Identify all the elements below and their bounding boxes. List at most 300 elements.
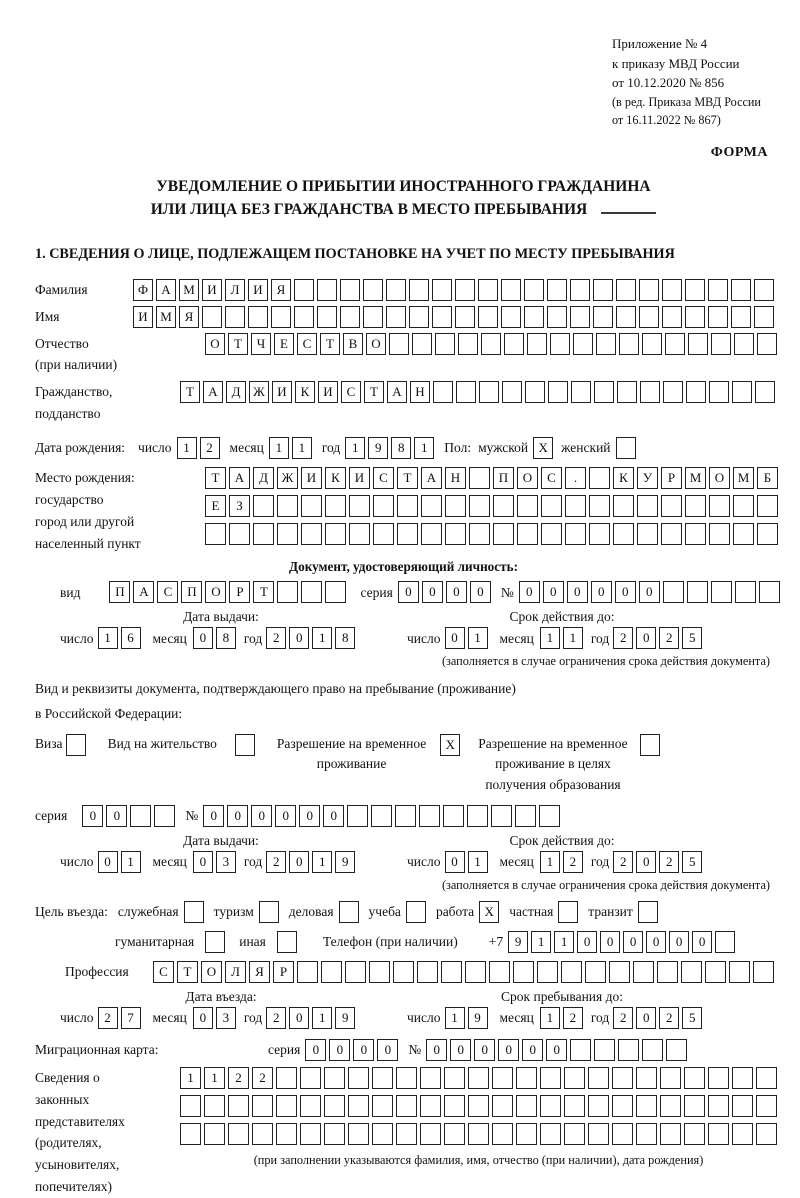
char-cell[interactable]: 0 [227, 805, 248, 827]
char-cell[interactable] [711, 333, 731, 355]
char-cell[interactable]: Ж [277, 467, 298, 489]
char-cell[interactable]: 0 [323, 805, 344, 827]
char-cell[interactable] [539, 805, 560, 827]
char-cell[interactable] [757, 495, 778, 517]
char-cell[interactable] [321, 961, 342, 983]
char-cell[interactable] [589, 523, 610, 545]
char-cell[interactable] [66, 734, 86, 756]
char-cell[interactable] [516, 1067, 537, 1089]
char-cell[interactable] [662, 279, 682, 301]
char-cell[interactable] [347, 805, 368, 827]
residence-permit-checkbox[interactable] [235, 734, 255, 756]
char-cell[interactable]: К [295, 381, 315, 403]
char-cell[interactable] [637, 495, 658, 517]
char-cell[interactable]: К [325, 467, 346, 489]
char-cell[interactable] [593, 279, 613, 301]
char-cell[interactable] [297, 961, 318, 983]
char-cell[interactable] [412, 333, 432, 355]
char-cell[interactable] [478, 306, 498, 328]
char-cell[interactable] [616, 437, 636, 459]
char-cell[interactable] [540, 1095, 561, 1117]
char-cell[interactable]: 2 [98, 1007, 118, 1029]
char-cell[interactable] [633, 961, 654, 983]
char-cell[interactable] [276, 1067, 297, 1089]
char-cell[interactable] [585, 961, 606, 983]
char-cell[interactable]: И [272, 381, 292, 403]
char-cell[interactable] [349, 523, 370, 545]
char-cell[interactable]: 9 [335, 851, 355, 873]
char-cell[interactable]: 2 [266, 1007, 286, 1029]
char-cell[interactable]: Т [364, 381, 384, 403]
char-cell[interactable] [492, 1123, 513, 1145]
char-cell[interactable]: 3 [216, 1007, 236, 1029]
char-cell[interactable]: 1 [98, 627, 118, 649]
char-cell[interactable] [348, 1095, 369, 1117]
char-cell[interactable] [444, 1095, 465, 1117]
char-cell[interactable] [154, 805, 175, 827]
char-cell[interactable] [386, 279, 406, 301]
char-cell[interactable] [252, 1095, 273, 1117]
char-cell[interactable] [757, 523, 778, 545]
char-cell[interactable] [396, 1067, 417, 1089]
char-cell[interactable] [373, 523, 394, 545]
char-cell[interactable] [547, 306, 567, 328]
char-cell[interactable] [573, 333, 593, 355]
char-cell[interactable]: 0 [398, 581, 419, 603]
char-cell[interactable]: Р [229, 581, 250, 603]
char-cell[interactable] [317, 306, 337, 328]
char-cell[interactable] [294, 306, 314, 328]
tourism-checkbox[interactable] [259, 901, 279, 923]
char-cell[interactable] [184, 901, 204, 923]
char-cell[interactable] [558, 901, 578, 923]
char-cell[interactable] [537, 961, 558, 983]
char-cell[interactable]: С [153, 961, 174, 983]
char-cell[interactable] [517, 495, 538, 517]
char-cell[interactable]: М [733, 467, 754, 489]
char-cell[interactable] [733, 523, 754, 545]
visa-checkbox[interactable] [66, 734, 86, 756]
char-cell[interactable]: 0 [450, 1039, 471, 1061]
char-cell[interactable]: Ф [133, 279, 153, 301]
char-cell[interactable] [708, 306, 728, 328]
char-cell[interactable]: 1 [414, 437, 434, 459]
char-cell[interactable]: 0 [591, 581, 612, 603]
char-cell[interactable] [527, 333, 547, 355]
char-cell[interactable]: А [156, 279, 176, 301]
char-cell[interactable]: У [637, 467, 658, 489]
char-cell[interactable] [561, 961, 582, 983]
char-cell[interactable] [455, 279, 475, 301]
char-cell[interactable] [469, 467, 490, 489]
char-cell[interactable] [294, 279, 314, 301]
char-cell[interactable] [468, 1123, 489, 1145]
char-cell[interactable] [708, 1067, 729, 1089]
char-cell[interactable]: 0 [546, 1039, 567, 1061]
char-cell[interactable] [613, 523, 634, 545]
char-cell[interactable] [636, 1123, 657, 1145]
char-cell[interactable] [225, 306, 245, 328]
char-cell[interactable] [301, 523, 322, 545]
char-cell[interactable] [709, 495, 730, 517]
char-cell[interactable] [455, 306, 475, 328]
char-cell[interactable]: А [133, 581, 154, 603]
char-cell[interactable] [524, 306, 544, 328]
char-cell[interactable] [547, 279, 567, 301]
char-cell[interactable] [612, 1095, 633, 1117]
char-cell[interactable] [180, 1095, 201, 1117]
char-cell[interactable]: 0 [251, 805, 272, 827]
char-cell[interactable] [616, 306, 636, 328]
char-cell[interactable] [420, 1123, 441, 1145]
char-cell[interactable]: 2 [563, 1007, 583, 1029]
char-cell[interactable] [468, 1067, 489, 1089]
char-cell[interactable] [259, 901, 279, 923]
char-cell[interactable]: 5 [682, 1007, 702, 1029]
study-checkbox[interactable] [406, 901, 426, 923]
char-cell[interactable]: Н [410, 381, 430, 403]
char-cell[interactable] [479, 381, 499, 403]
char-cell[interactable]: 0 [567, 581, 588, 603]
char-cell[interactable] [660, 1067, 681, 1089]
char-cell[interactable] [525, 381, 545, 403]
char-cell[interactable] [324, 1067, 345, 1089]
char-cell[interactable] [588, 1123, 609, 1145]
char-cell[interactable] [666, 1039, 687, 1061]
char-cell[interactable]: 1 [540, 1007, 560, 1029]
char-cell[interactable] [253, 523, 274, 545]
char-cell[interactable]: 0 [600, 931, 620, 953]
char-cell[interactable]: 0 [329, 1039, 350, 1061]
char-cell[interactable] [205, 523, 226, 545]
char-cell[interactable]: 2 [200, 437, 220, 459]
char-cell[interactable] [371, 805, 392, 827]
char-cell[interactable] [435, 333, 455, 355]
char-cell[interactable]: Т [205, 467, 226, 489]
char-cell[interactable] [565, 495, 586, 517]
char-cell[interactable]: П [493, 467, 514, 489]
char-cell[interactable]: 0 [522, 1039, 543, 1061]
char-cell[interactable]: Д [253, 467, 274, 489]
char-cell[interactable] [228, 1123, 249, 1145]
char-cell[interactable]: Ч [251, 333, 271, 355]
char-cell[interactable]: 2 [266, 627, 286, 649]
char-cell[interactable] [467, 805, 488, 827]
char-cell[interactable] [389, 333, 409, 355]
char-cell[interactable]: 0 [474, 1039, 495, 1061]
char-cell[interactable] [733, 495, 754, 517]
temp-residence-edu-checkbox[interactable] [640, 734, 660, 756]
char-cell[interactable] [638, 901, 658, 923]
char-cell[interactable]: 1 [269, 437, 289, 459]
char-cell[interactable]: С [341, 381, 361, 403]
char-cell[interactable]: 2 [613, 851, 633, 873]
char-cell[interactable]: И [349, 467, 370, 489]
char-cell[interactable]: А [387, 381, 407, 403]
char-cell[interactable]: 1 [540, 627, 560, 649]
char-cell[interactable]: 9 [368, 437, 388, 459]
char-cell[interactable]: 0 [353, 1039, 374, 1061]
char-cell[interactable]: 0 [106, 805, 127, 827]
char-cell[interactable] [663, 581, 684, 603]
char-cell[interactable]: 0 [445, 851, 465, 873]
char-cell[interactable] [540, 1067, 561, 1089]
char-cell[interactable] [686, 381, 706, 403]
char-cell[interactable] [681, 961, 702, 983]
char-cell[interactable] [252, 1123, 273, 1145]
char-cell[interactable] [759, 581, 780, 603]
char-cell[interactable] [589, 467, 610, 489]
char-cell[interactable] [661, 495, 682, 517]
char-cell[interactable]: Ж [249, 381, 269, 403]
char-cell[interactable] [665, 333, 685, 355]
char-cell[interactable] [734, 333, 754, 355]
char-cell[interactable]: 0 [275, 805, 296, 827]
char-cell[interactable] [444, 1067, 465, 1089]
char-cell[interactable] [229, 523, 250, 545]
char-cell[interactable] [204, 1095, 225, 1117]
char-cell[interactable] [478, 279, 498, 301]
char-cell[interactable]: 1 [468, 627, 488, 649]
char-cell[interactable] [406, 901, 426, 923]
char-cell[interactable] [588, 1067, 609, 1089]
char-cell[interactable] [348, 1123, 369, 1145]
char-cell[interactable] [616, 279, 636, 301]
char-cell[interactable]: 2 [613, 627, 633, 649]
char-cell[interactable]: З [229, 495, 250, 517]
char-cell[interactable] [637, 523, 658, 545]
char-cell[interactable] [372, 1095, 393, 1117]
char-cell[interactable] [732, 1123, 753, 1145]
char-cell[interactable]: 0 [203, 805, 224, 827]
char-cell[interactable] [757, 333, 777, 355]
char-cell[interactable] [421, 495, 442, 517]
char-cell[interactable] [396, 1123, 417, 1145]
char-cell[interactable]: С [297, 333, 317, 355]
char-cell[interactable]: 0 [519, 581, 540, 603]
char-cell[interactable] [657, 961, 678, 983]
char-cell[interactable] [640, 734, 660, 756]
char-cell[interactable] [345, 961, 366, 983]
char-cell[interactable]: Я [249, 961, 270, 983]
char-cell[interactable]: Т [228, 333, 248, 355]
char-cell[interactable] [684, 1123, 705, 1145]
char-cell[interactable]: К [613, 467, 634, 489]
char-cell[interactable]: 0 [636, 1007, 656, 1029]
char-cell[interactable] [395, 805, 416, 827]
char-cell[interactable] [756, 1123, 777, 1145]
char-cell[interactable] [386, 306, 406, 328]
char-cell[interactable] [705, 961, 726, 983]
official-checkbox[interactable] [184, 901, 204, 923]
char-cell[interactable] [205, 931, 225, 953]
char-cell[interactable] [517, 523, 538, 545]
char-cell[interactable] [445, 495, 466, 517]
char-cell[interactable] [481, 333, 501, 355]
char-cell[interactable]: 1 [312, 1007, 332, 1029]
char-cell[interactable] [732, 381, 752, 403]
char-cell[interactable]: 0 [305, 1039, 326, 1061]
char-cell[interactable]: 0 [623, 931, 643, 953]
char-cell[interactable] [397, 523, 418, 545]
char-cell[interactable] [548, 381, 568, 403]
char-cell[interactable]: Е [205, 495, 226, 517]
char-cell[interactable] [685, 306, 705, 328]
char-cell[interactable] [409, 279, 429, 301]
char-cell[interactable] [708, 1095, 729, 1117]
char-cell[interactable] [613, 495, 634, 517]
char-cell[interactable] [756, 1067, 777, 1089]
char-cell[interactable] [456, 381, 476, 403]
char-cell[interactable]: О [205, 333, 225, 355]
char-cell[interactable] [708, 1123, 729, 1145]
char-cell[interactable] [685, 495, 706, 517]
char-cell[interactable]: 5 [682, 851, 702, 873]
char-cell[interactable]: 2 [252, 1067, 273, 1089]
char-cell[interactable] [550, 333, 570, 355]
char-cell[interactable]: А [203, 381, 223, 403]
char-cell[interactable] [317, 279, 337, 301]
char-cell[interactable] [373, 495, 394, 517]
char-cell[interactable]: 1 [121, 851, 141, 873]
char-cell[interactable]: Я [179, 306, 199, 328]
char-cell[interactable]: 0 [446, 581, 467, 603]
char-cell[interactable] [636, 1067, 657, 1089]
char-cell[interactable]: 0 [615, 581, 636, 603]
char-cell[interactable]: 1 [180, 1067, 201, 1089]
char-cell[interactable]: 2 [659, 1007, 679, 1029]
char-cell[interactable] [339, 901, 359, 923]
char-cell[interactable]: Д [226, 381, 246, 403]
char-cell[interactable]: Л [225, 961, 246, 983]
char-cell[interactable]: 1 [312, 851, 332, 873]
work-checkbox[interactable] [479, 901, 499, 923]
char-cell[interactable] [443, 805, 464, 827]
char-cell[interactable]: Т [320, 333, 340, 355]
char-cell[interactable]: 2 [659, 851, 679, 873]
char-cell[interactable] [253, 495, 274, 517]
other-checkbox[interactable] [277, 931, 297, 953]
char-cell[interactable] [348, 1067, 369, 1089]
char-cell[interactable]: 1 [468, 851, 488, 873]
char-cell[interactable]: Я [271, 279, 291, 301]
char-cell[interactable] [731, 306, 751, 328]
char-cell[interactable] [516, 1095, 537, 1117]
char-cell[interactable]: 0 [669, 931, 689, 953]
char-cell[interactable] [300, 1123, 321, 1145]
char-cell[interactable] [396, 1095, 417, 1117]
char-cell[interactable] [754, 279, 774, 301]
char-cell[interactable] [324, 1123, 345, 1145]
char-cell[interactable] [687, 581, 708, 603]
char-cell[interactable]: И [318, 381, 338, 403]
char-cell[interactable]: О [201, 961, 222, 983]
char-cell[interactable] [301, 495, 322, 517]
char-cell[interactable]: Л [225, 279, 245, 301]
char-cell[interactable] [589, 495, 610, 517]
char-cell[interactable]: О [366, 333, 386, 355]
char-cell[interactable]: Р [661, 467, 682, 489]
char-cell[interactable] [325, 581, 346, 603]
char-cell[interactable]: 0 [636, 627, 656, 649]
char-cell[interactable] [515, 805, 536, 827]
char-cell[interactable]: В [343, 333, 363, 355]
char-cell[interactable] [501, 306, 521, 328]
char-cell[interactable] [277, 523, 298, 545]
char-cell[interactable]: 0 [82, 805, 103, 827]
char-cell[interactable] [369, 961, 390, 983]
char-cell[interactable] [372, 1123, 393, 1145]
char-cell[interactable]: 0 [299, 805, 320, 827]
char-cell[interactable]: Н [445, 467, 466, 489]
char-cell[interactable]: 0 [426, 1039, 447, 1061]
char-cell[interactable] [735, 581, 756, 603]
char-cell[interactable]: 1 [312, 627, 332, 649]
temp-residence-checkbox[interactable] [440, 734, 460, 756]
char-cell[interactable] [732, 1095, 753, 1117]
char-cell[interactable]: 0 [377, 1039, 398, 1061]
char-cell[interactable] [755, 381, 775, 403]
char-cell[interactable]: 1 [554, 931, 574, 953]
char-cell[interactable] [301, 581, 322, 603]
char-cell[interactable] [469, 523, 490, 545]
char-cell[interactable]: 9 [468, 1007, 488, 1029]
char-cell[interactable] [417, 961, 438, 983]
char-cell[interactable]: 1 [204, 1067, 225, 1089]
char-cell[interactable]: 6 [121, 627, 141, 649]
char-cell[interactable]: А [229, 467, 250, 489]
char-cell[interactable]: X [440, 734, 460, 756]
char-cell[interactable]: 0 [422, 581, 443, 603]
char-cell[interactable] [731, 279, 751, 301]
char-cell[interactable] [588, 1095, 609, 1117]
char-cell[interactable]: Б [757, 467, 778, 489]
char-cell[interactable] [271, 306, 291, 328]
char-cell[interactable]: 0 [289, 1007, 309, 1029]
char-cell[interactable] [516, 1123, 537, 1145]
char-cell[interactable] [570, 306, 590, 328]
char-cell[interactable]: И [301, 467, 322, 489]
char-cell[interactable]: М [156, 306, 176, 328]
char-cell[interactable] [202, 306, 222, 328]
char-cell[interactable] [639, 279, 659, 301]
char-cell[interactable] [421, 523, 442, 545]
char-cell[interactable] [445, 523, 466, 545]
char-cell[interactable] [300, 1067, 321, 1089]
char-cell[interactable]: 0 [498, 1039, 519, 1061]
char-cell[interactable]: 3 [216, 851, 236, 873]
char-cell[interactable] [372, 1067, 393, 1089]
char-cell[interactable] [570, 1039, 591, 1061]
char-cell[interactable] [468, 1095, 489, 1117]
char-cell[interactable] [235, 734, 255, 756]
char-cell[interactable]: 2 [613, 1007, 633, 1029]
char-cell[interactable] [363, 279, 383, 301]
char-cell[interactable] [419, 805, 440, 827]
char-cell[interactable]: 8 [391, 437, 411, 459]
char-cell[interactable] [715, 931, 735, 953]
char-cell[interactable] [469, 495, 490, 517]
char-cell[interactable] [612, 1067, 633, 1089]
char-cell[interactable] [660, 1095, 681, 1117]
char-cell[interactable]: 0 [193, 627, 213, 649]
char-cell[interactable] [565, 523, 586, 545]
char-cell[interactable] [276, 1123, 297, 1145]
char-cell[interactable] [642, 333, 662, 355]
char-cell[interactable]: А [421, 467, 442, 489]
char-cell[interactable]: Т [177, 961, 198, 983]
char-cell[interactable] [618, 1039, 639, 1061]
